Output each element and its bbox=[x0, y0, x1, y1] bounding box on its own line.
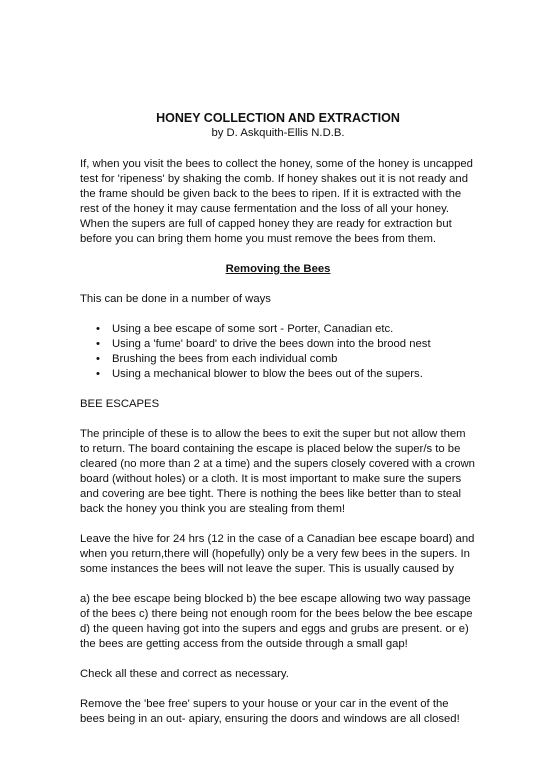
section-subheading: Removing the Bees bbox=[225, 263, 331, 275]
bullet-icon: • bbox=[96, 368, 100, 380]
list-item-text: Using a bee escape of some sort - Porter, Canadian etc. bbox=[112, 323, 394, 335]
list-item-text: Using a 'fume' board' to drive the bees down into the brood nest bbox=[112, 338, 431, 350]
intro-paragraph: If, when you visit the bees to collect the honey, some of the honey is uncapped test for 'ripeness' by shaking the comb. If honey shakes out it is not ready and the frame should be given back to the bees to ripen. If it is extracted with the rest of the honey it may cause fermentation and the loss of all your honey. When the supers are full of capped honey they are ready for extraction but before you can bring them home you must remove the bees from them. bbox=[80, 158, 473, 245]
section-heading: BEE ESCAPES bbox=[80, 398, 160, 410]
list-item bbox=[80, 322, 476, 337]
body-paragraph: Check all these and correct as necessary. bbox=[80, 668, 289, 680]
body-paragraph: The principle of these is to allow the bees to exit the super but not allow them to return. The board containing the escape is placed below the super/s to be cleared (no more than 2 at a time) and the supers closely covered with a crown board (without holes) or a cloth. It is most important to make sure the supers and covering are bee tight. There is nothing the bees like better than to steal back the honey you think you are stealing from them! bbox=[80, 428, 475, 515]
list-intro: This can be done in a number of ways bbox=[80, 293, 271, 305]
document-body bbox=[80, 111, 476, 742]
body-paragraph: Remove the 'bee free' supers to your house or your car in the event of the bees being in an out- apiary, ensuring the doors and windows are all closed! bbox=[80, 698, 460, 725]
list-item bbox=[80, 367, 476, 382]
bullet-icon: • bbox=[96, 353, 100, 365]
list-item bbox=[80, 352, 476, 367]
document-title: HONEY COLLECTION AND EXTRACTION bbox=[156, 111, 400, 125]
author-byline: by D. Askquith-Ellis N.D.B. bbox=[211, 127, 345, 139]
bullet-icon: • bbox=[96, 323, 100, 335]
body-paragraph: Leave the hive for 24 hrs (12 in the case of a Canadian bee escape board) and when you return,there will (hopefully) only be a very few bees in the supers. In some instances the bees will not leave the super. This is usually caused by bbox=[80, 533, 475, 575]
list-item bbox=[80, 337, 476, 352]
body-paragraph: a) the bee escape being blocked b) the bee escape allowing two way passage of the bees c) there being not enough room for the bees below the bee escape d) the queen having got into the supers and eggs and grubs are present. or e) the bees are getting access from the outside through a small gap! bbox=[80, 593, 473, 650]
methods-list bbox=[80, 322, 476, 382]
list-item-text: Brushing the bees from each individual comb bbox=[112, 353, 338, 365]
list-item-text: Using a mechanical blower to blow the bees out of the supers. bbox=[112, 368, 423, 380]
bullet-icon: • bbox=[96, 338, 100, 350]
